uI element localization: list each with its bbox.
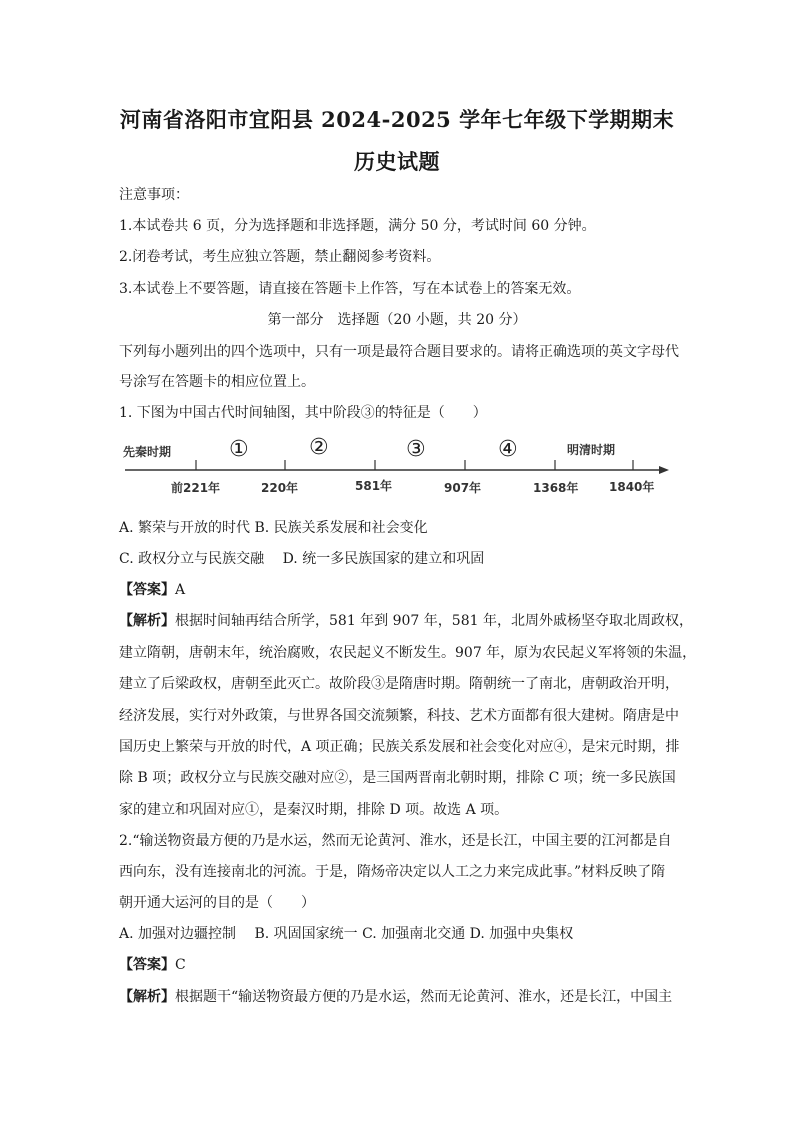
- q1-options: C. 政权分立与民族交融 D. 统一多民族国家的建立和巩固: [119, 551, 485, 567]
- note-item: 3.本试卷上不要答题，请直接在答题卡上作答，写在本试卷上的答案无效。: [119, 281, 581, 297]
- q2-stem: 西向东，没有连接南北的河流。于是，隋炀帝决定以人工之力来完成此事。”材料反映了隋: [119, 864, 666, 880]
- section-title: 第一部分 选择题（20 小题，共 20 分）: [267, 312, 527, 328]
- q1-analysis-line: 建立了后梁政权，唐朝至此灭亡。故阶段③是隋唐时期。隋朝统一了南北，唐朝政治开明，: [119, 676, 679, 692]
- q1-options: A. 繁荣与开放的时代 B. 民族关系发展和社会变化: [119, 520, 428, 536]
- analysis-text: 根据时间轴再结合所学，581 年到 907 年，581 年，北周外戚杨坚夺取北周政权，: [175, 613, 693, 629]
- analysis-tag: 【解析】: [119, 989, 175, 1005]
- section-instruction: 号涂写在答题卡的相应位置上。: [119, 374, 315, 390]
- q1-analysis-line: 经济发展，实行对外政策，与世界各国交流频繁，科技、艺术方面都有很大建树。隋唐是中: [119, 708, 679, 724]
- answer-value: C: [175, 957, 186, 973]
- timeline-tick-label: 1840年: [609, 480, 655, 494]
- q2-stem: 朝开通大运河的目的是（ ）: [119, 895, 315, 911]
- analysis-tag: 【解析】: [119, 613, 175, 629]
- timeline-tick-label: 220年: [261, 481, 299, 495]
- exam-title: 河南省洛阳市宜阳县 2024-2025 学年七年级下学期期末: [119, 107, 675, 132]
- timeline-tick-label: 1368年: [533, 481, 579, 495]
- timeline-stage: ④: [498, 437, 518, 462]
- exam-subtitle: 历史试题: [354, 149, 440, 174]
- timeline-tick-label: 前221年: [171, 481, 221, 495]
- timeline-start-label: 先秦时期: [123, 445, 172, 459]
- answer-value: A: [175, 582, 186, 598]
- q2-analysis-line: [119, 987, 684, 1007]
- timeline-svg: [119, 430, 679, 502]
- timeline-end-label: 明清时期: [567, 443, 616, 457]
- timeline-stage: ③: [406, 437, 426, 462]
- section-instruction: 下列每小题列出的四个选项中，只有一项是最符合题目要求的。请将正确选项的英文字母代: [119, 344, 679, 360]
- q1-analysis-line: 国历史上繁荣与开放的时代，A 项正确；民族关系发展和社会变化对应④，是宋元时期，排: [119, 739, 680, 755]
- q1-analysis-line: [119, 611, 693, 631]
- note-item: 1.本试卷共 6 页，分为选择题和非选择题，满分 50 分，考试时间 60 分钟。: [119, 218, 596, 234]
- q1-answer: [119, 580, 684, 600]
- timeline-tick-label: 907年: [444, 481, 482, 495]
- answer-tag: 【答案】: [119, 957, 175, 973]
- q1-analysis-line: 除 B 项；政权分立与民族交融对应②，是三国两晋南北朝时期，排除 C 项；统一多民族国: [119, 770, 676, 786]
- timeline-stage: ②: [309, 435, 329, 460]
- q1-stem: 1. 下图为中国古代时间轴图，其中阶段③的特征是（ ）: [119, 405, 487, 421]
- timeline-figure: [119, 430, 679, 502]
- note-item: 2.闭卷考试，考生应独立答题，禁止翻阅参考资料。: [119, 249, 441, 265]
- q2-options: A. 加强对边疆控制 B. 巩固国家统一 C. 加强南北交通 D. 加强中央集权: [119, 926, 574, 942]
- analysis-text: 根据题干“输送物资最方便的乃是水运，然而无论黄河、淮水，还是长江，中国主: [175, 989, 673, 1005]
- q2-stem: 2.“输送物资最方便的乃是水运，然而无论黄河、淮水，还是长江，中国主要的江河都是自: [119, 833, 672, 849]
- notes-heading: 注意事项：: [119, 187, 189, 203]
- q1-analysis-line: 家的建立和巩固对应①，是秦汉时期，排除 D 项。故选 A 项。: [119, 802, 509, 818]
- timeline-arrow: [659, 466, 669, 474]
- answer-tag: 【答案】: [119, 582, 175, 598]
- q1-analysis-line: 建立隋朝，唐朝末年，统治腐败，农民起义不断发生。907 年，原为农民起义军将领的朱温，: [119, 645, 697, 661]
- timeline-tick-label: 581年: [355, 479, 393, 493]
- q2-answer: [119, 955, 684, 975]
- timeline-stage: ①: [229, 437, 249, 462]
